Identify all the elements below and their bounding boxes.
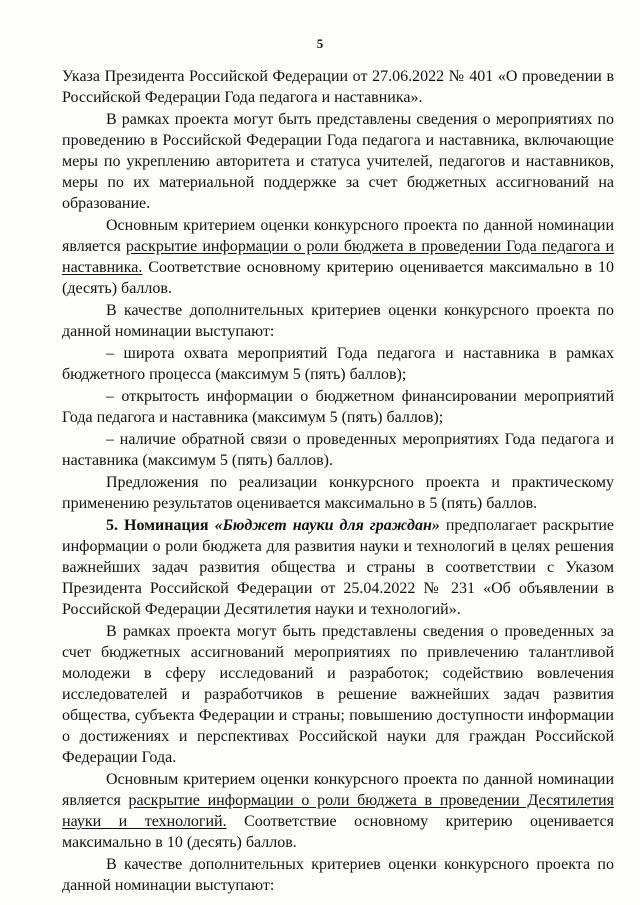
page-number: 5 bbox=[316, 36, 324, 51]
main-criterion-lead-text: Основным критерием оценки конкурсного проекта по данной номинации является bbox=[62, 771, 614, 809]
paragraph-decree-reference: Указа Президента Российской Федерации от 27.06.2022 № 401 «О проведении в Российской Федерации Года педагога и наставника». bbox=[62, 68, 614, 106]
paragraph-nomination-5 bbox=[62, 515, 614, 620]
paragraph-project-content-teacher-year: В рамках проекта могут быть представлены сведения о мероприятиях по проведению в Российской Федерации Года педагога и наставника, включающие меры по укреплению авторитета и статуса учителей, педагогов и наставников, меры по их материальной поддержке за счет бюджетных ассигнований на образование. bbox=[62, 111, 614, 212]
nomination-title: «Бюджет науки для граждан» bbox=[214, 517, 440, 534]
document-body bbox=[62, 66, 614, 897]
nomination-number: 5. Номинация bbox=[106, 517, 209, 534]
paragraph-implementation-proposals: Предложения по реализации конкурсного проекта и практическому применению результатов оценивается максимально в 5 (пять) баллов. bbox=[62, 474, 614, 512]
main-criterion-score-text: Соответствие основному критерию оценивается максимально в 10 (десять) баллов. bbox=[62, 259, 614, 297]
main-criterion-score-text: Соответствие основному критерию оценивается максимально в 10 (десять) баллов. bbox=[62, 813, 614, 851]
nomination-description: предполагает раскрытие информации о роли бюджета для развития науки и технологий в целях решения важнейших задач развития общества и страны в соответствии с Указом Президента Российской Федерации от 25.04.2022 № 231 «Об объявлении в Российской Федерации Десятилетия науки и технологий». bbox=[62, 517, 615, 618]
paragraph-main-criterion-science-decade bbox=[62, 769, 614, 853]
paragraph-project-content-science-decade: В рамках проекта могут быть представлены сведения о проведенных за счет бюджетных ассигнований мероприятиях по привлечению талантливой молодежи в сферу исследований и разработок; содействию вовлечения исследователей и разработчиков в решение важнейших задач развития общества, субъекта Федерации и страны; повышению доступности информации о достижениях и перспективах Российской науки для граждан Российской Федерации Года. bbox=[62, 623, 614, 766]
main-criterion-underlined-text: раскрытие информации о роли бюджета в проведении Года педагога и наставника. bbox=[62, 238, 615, 276]
paragraph-main-criterion-teacher-year bbox=[62, 215, 614, 299]
paragraph-additional-criteria-intro-2: В качестве дополнительных критериев оценки конкурсного проекта по данной номинации выступают: bbox=[62, 856, 614, 894]
list-item-coverage-criterion: – широта охвата мероприятий Года педагога и наставника в рамках бюджетного процесса (максимум 5 (пять) баллов); bbox=[62, 345, 614, 383]
paragraph-additional-criteria-intro: В качестве дополнительных критериев оценки конкурсного проекта по данной номинации выступают: bbox=[62, 302, 614, 340]
list-item-openness-criterion: – открытость информации о бюджетном финансировании мероприятий Года педагога и наставника (максимум 5 (пять) баллов); bbox=[62, 388, 614, 426]
main-criterion-underlined-text: раскрытие информации о роли бюджета в проведении Десятилетия науки и технологий. bbox=[62, 792, 614, 830]
list-item-feedback-criterion: – наличие обратной связи о проведенных мероприятиях Года педагога и наставника (максимум 5 (пять) баллов). bbox=[62, 431, 614, 469]
main-criterion-lead-text: Основным критерием оценки конкурсного проекта по данной номинации является bbox=[62, 217, 614, 255]
